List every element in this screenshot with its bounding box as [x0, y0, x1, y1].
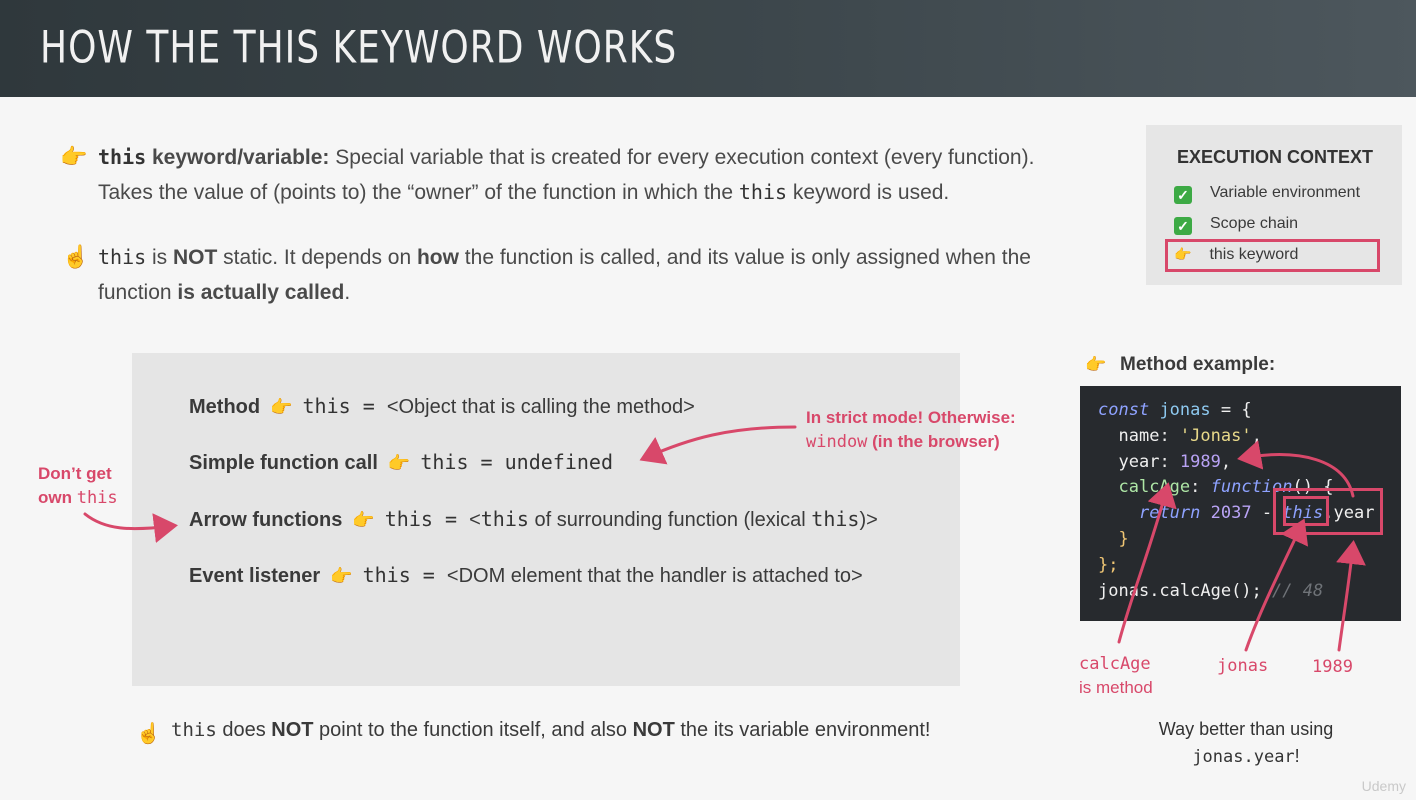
jonas-annotation: jonas: [1217, 656, 1269, 676]
ec-item-label: Variable environment: [1210, 184, 1361, 201]
annotation-text: is method: [1079, 678, 1153, 697]
arrow-function-note: [38, 462, 118, 510]
code-comment: // 48: [1272, 580, 1324, 601]
ec-item-label: Scope chain: [1210, 215, 1299, 232]
check-mark-icon: ✓: [1174, 186, 1192, 204]
code-number: 2037: [1210, 503, 1252, 524]
text: function: [98, 281, 178, 304]
this-code: this: [98, 245, 147, 269]
strict-mode-note: [806, 406, 1016, 454]
note-line: own: [38, 488, 77, 507]
code-punct: = {: [1210, 400, 1252, 420]
rule-value: <Object that is calling the method>: [386, 396, 695, 418]
code-keyword: function: [1210, 477, 1293, 498]
pointing-hand-icon: 👉: [330, 566, 353, 586]
index-pointing-up-icon: ☝️: [62, 244, 90, 269]
code-string: 'Jonas': [1179, 425, 1252, 446]
this-code: this: [480, 507, 529, 531]
note-line: Way better than using: [1158, 719, 1334, 739]
code-prop: .year: [1323, 503, 1375, 524]
not-emphasis: NOT: [271, 719, 314, 741]
pointing-hand-icon: 👉: [352, 510, 375, 530]
rule-event-listener: [189, 563, 863, 588]
code-content: const jonas = { name: 'Jonas', year: 1989, calcAge: function() { return 2037 - this.year } }; jonas.calcAge(); // 48: [1098, 400, 1375, 601]
not-emphasis: NOT: [173, 246, 218, 269]
rule-label: Method: [189, 396, 261, 418]
rule-value: undefined: [504, 450, 614, 474]
not-emphasis: NOT: [632, 719, 675, 741]
text: is: [146, 246, 174, 269]
udemy-watermark: Udemy: [1361, 778, 1406, 794]
pointing-hand-icon: 👉: [1085, 355, 1107, 374]
code-this: this: [1282, 503, 1324, 524]
bullet-not-static: [98, 240, 1108, 310]
code-number: 1989: [1179, 451, 1221, 472]
code-variable: jonas: [1098, 580, 1150, 601]
window-code: window: [806, 432, 868, 452]
check-mark-icon: ✓: [1174, 217, 1192, 235]
note-line: In strict mode! Otherwise:: [806, 408, 1016, 427]
year-annotation: 1989: [1312, 657, 1353, 677]
pointing-hand-icon: 👉: [270, 397, 293, 417]
text: static. It depends on: [217, 246, 417, 269]
definition-text-3: keyword is used.: [787, 181, 950, 204]
rule-method: [189, 394, 695, 419]
note-line: !: [1294, 746, 1300, 766]
pointing-hand-icon: 👉: [1174, 246, 1192, 262]
execution-context-title: EXECUTION CONTEXT: [1177, 147, 1374, 167]
code-variable: jonas: [1159, 400, 1211, 420]
ec-item-scope-chain: [1174, 215, 1298, 235]
this-code: this: [98, 145, 147, 169]
code-punct: -: [1251, 503, 1283, 524]
term-label: keyword/variable:: [146, 146, 330, 169]
rule-arrow-functions: [189, 507, 878, 532]
note-line: Don’t get: [38, 464, 112, 483]
this-code: this: [738, 180, 788, 204]
method-example-label: Method example:: [1120, 354, 1276, 375]
this-code: this: [384, 507, 433, 531]
equals: =: [432, 507, 470, 531]
code-prop: name: [1118, 425, 1160, 446]
rule-value: of surrounding function (lexical: [528, 509, 812, 531]
slide-header: [0, 0, 1416, 97]
text: does: [216, 719, 272, 741]
ec-item-label: this keyword: [1209, 246, 1299, 263]
code-punct: }: [1118, 528, 1129, 549]
text: the function is called, and its value is only assigned when the: [458, 246, 1031, 269]
equals: =: [410, 563, 447, 587]
rule-simple-function-call: [189, 450, 613, 475]
this-code: this: [362, 563, 411, 587]
bullet-not-function-itself: [171, 719, 930, 742]
code-punct: };: [1098, 554, 1119, 575]
code-prop: year: [1118, 451, 1160, 472]
calcage-annotation: [1079, 652, 1153, 700]
note-line: (in the browser): [867, 432, 1000, 451]
how-emphasis: how: [416, 246, 459, 269]
called-emphasis: is actually called: [177, 281, 345, 304]
bullet-this-definition: [98, 140, 1108, 210]
ec-highlight-box: [1165, 239, 1380, 272]
code-keyword: const: [1098, 400, 1150, 420]
ec-item-variable-environment: [1174, 184, 1360, 204]
this-code: this: [171, 719, 217, 741]
code-punct: () {: [1292, 477, 1334, 498]
definition-text-2: Takes the value of (points to) the “owner” of the function in which the: [98, 181, 739, 204]
this-code: this: [76, 488, 118, 508]
this-code: this: [811, 507, 860, 531]
this-code: this: [420, 450, 469, 474]
this-highlight: [1283, 496, 1329, 526]
rule-value: <: [469, 509, 481, 531]
equals: =: [350, 394, 387, 418]
rules-box: [132, 353, 960, 686]
slide-title: HOW THE THIS KEYWORD WORKS: [40, 22, 678, 74]
index-pointing-up-icon: ☝️: [136, 723, 161, 745]
rule-label: Arrow functions: [189, 509, 343, 531]
definition-text: Special variable that is created for every execution context (every function).: [329, 146, 1035, 169]
text: .: [344, 281, 351, 304]
rule-label: Event listener: [189, 565, 321, 587]
text: point to the function itself, and also: [313, 719, 633, 741]
code-prop: calcAge: [1118, 477, 1191, 498]
code-keyword: return: [1138, 503, 1201, 524]
jonas-year-code: jonas.year: [1192, 747, 1295, 767]
this-code: this: [302, 394, 351, 418]
annotation-code: calcAge: [1079, 654, 1151, 674]
rule-value: )>: [859, 509, 878, 531]
way-better-note: [1140, 716, 1352, 771]
rule-value: <DOM element that the handler is attached to>: [446, 565, 863, 587]
text: the its variable environment!: [674, 719, 931, 741]
code-call: .calcAge();: [1149, 580, 1262, 601]
equals: =: [468, 450, 505, 474]
pointing-hand-icon: 👉: [387, 453, 411, 473]
rule-label: Simple function call: [189, 452, 378, 474]
pointing-hand-icon: 👉: [60, 144, 88, 169]
